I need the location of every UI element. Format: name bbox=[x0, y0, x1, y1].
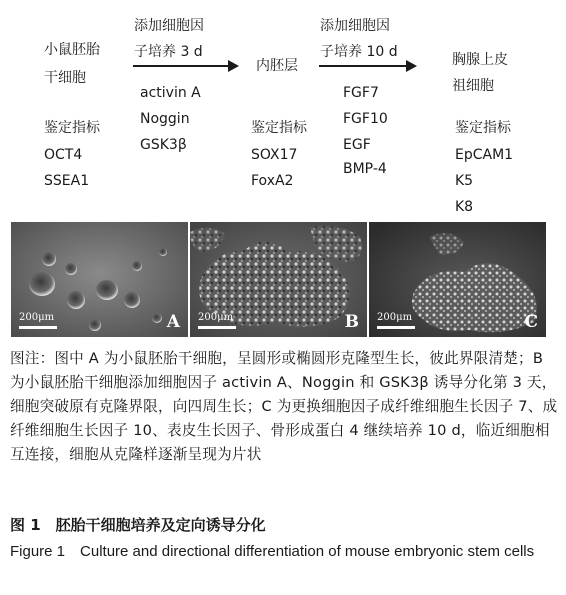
scale-bar-b bbox=[198, 326, 236, 329]
scale-bar-c bbox=[377, 326, 415, 329]
marker-oct4: OCT4 bbox=[44, 147, 83, 163]
scale-bar-a bbox=[19, 326, 57, 329]
factor-gsk3b: GSK3β bbox=[140, 137, 187, 153]
step2-label-line2: 子培养 10 d bbox=[320, 44, 398, 60]
factor-egf: EGF bbox=[343, 137, 371, 153]
factor-activin-a: activin A bbox=[140, 85, 201, 101]
markers-title-1: 鉴定指标 bbox=[44, 120, 100, 136]
step1-label-line2: 子培养 3 d bbox=[134, 44, 203, 60]
marker-epcam1: EpCAM1 bbox=[455, 147, 514, 163]
scale-label-c: 200μm bbox=[377, 312, 413, 323]
scale-label-a: 200μm bbox=[19, 312, 55, 323]
figure-note: 图注：图中 A 为小鼠胚胎干细胞，呈圆形或椭圆形克隆型生长，彼此界限清楚；B 为小鼠胚胎干细胞添加细胞因子 activin A、Noggin 和 GSK3β 诱导分化第 3 天，细胞突破原有克隆界限，向四周生长；C 为更换细胞因子成纤维细胞生长因子 7、成纤维细胞生长因子 10、表皮生长因子、骨形成蛋白 4 继续培养 10 d，临近细胞相互连接，细胞从克隆样逐渐呈现为片状 bbox=[10, 350, 558, 463]
micrograph-panel-a bbox=[11, 222, 188, 337]
panel-letter-a: A bbox=[166, 312, 180, 332]
stage-tepc-label-line2: 祖细胞 bbox=[452, 78, 494, 94]
step2-arrow-head-icon bbox=[406, 60, 417, 72]
step1-arrow-head-icon bbox=[228, 60, 239, 72]
step1-arrow-shaft bbox=[133, 65, 229, 67]
markers-title-3: 鉴定指标 bbox=[455, 120, 511, 136]
factor-fgf7: FGF7 bbox=[343, 85, 379, 101]
factor-fgf10: FGF10 bbox=[343, 111, 388, 127]
stage-tepc-label-line1: 胸腺上皮 bbox=[452, 52, 508, 68]
panel-letter-c: C bbox=[524, 312, 538, 332]
markers-title-2: 鉴定指标 bbox=[251, 120, 307, 136]
marker-k8: K8 bbox=[455, 199, 474, 215]
marker-foxa2: FoxA2 bbox=[251, 173, 294, 189]
figure-title-en: Figure 1 Culture and directional differentiation of mouse embryonic stem cells bbox=[10, 543, 535, 560]
step1-label-line1: 添加细胞因 bbox=[134, 18, 204, 34]
factor-noggin: Noggin bbox=[140, 111, 190, 127]
marker-sox17: SOX17 bbox=[251, 147, 298, 163]
marker-k5: K5 bbox=[455, 173, 474, 189]
marker-ssea1: SSEA1 bbox=[44, 173, 90, 189]
factor-bmp4: BMP-4 bbox=[343, 161, 387, 177]
step2-label-line1: 添加细胞因 bbox=[320, 18, 390, 34]
micrograph-panel-b bbox=[190, 222, 367, 337]
stage-mesc-label-line1: 小鼠胚胎 bbox=[44, 42, 100, 58]
panel-letter-b: B bbox=[344, 312, 359, 332]
step2-arrow-shaft bbox=[319, 65, 407, 67]
scale-label-b: 200μm bbox=[198, 312, 234, 323]
micrograph-panel-c bbox=[369, 222, 546, 337]
stage-endoderm-label: 内胚层 bbox=[256, 58, 298, 74]
stage-mesc-label-line2: 干细胞 bbox=[44, 70, 86, 86]
figure-title-cn: 图 1 胚胎干细胞培养及定向诱导分化 bbox=[10, 516, 266, 534]
